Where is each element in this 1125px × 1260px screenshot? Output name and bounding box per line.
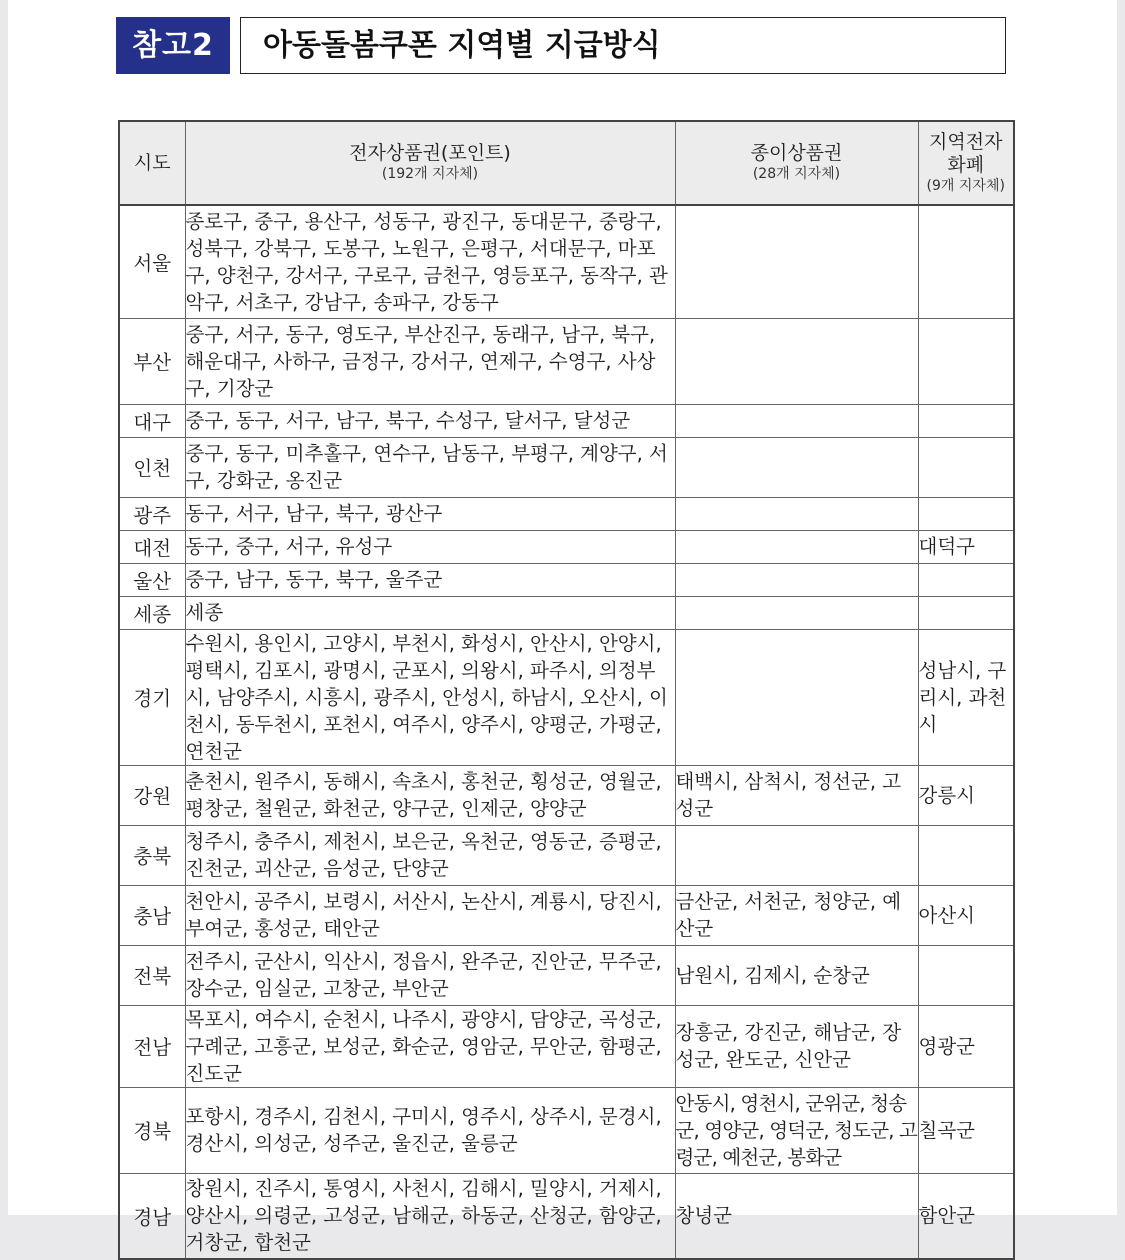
electronic-cell: 중구, 동구, 서구, 남구, 북구, 수성구, 달서구, 달성군: [185, 404, 675, 437]
electronic-cell: 천안시, 공주시, 보령시, 서산시, 논산시, 계룡시, 당진시, 부여군, 홍성군, 태안군: [185, 885, 675, 945]
paper-cell: 안동시, 영천시, 군위군, 청송군, 영양군, 영덕군, 청도군, 고령군, 예천군, 봉화군: [675, 1087, 918, 1173]
region-cell: 서울: [119, 205, 185, 318]
local-currency-cell: [918, 497, 1014, 530]
table-row: [119, 629, 1014, 765]
electronic-cell: 청주시, 충주시, 제천시, 보은군, 옥천군, 영동군, 증평군, 진천군, 괴산군, 음성군, 단양군: [185, 825, 675, 885]
region-cell: 경남: [119, 1173, 185, 1259]
paper-cell: 장흥군, 강진군, 해남군, 장성군, 완도군, 신안군: [675, 1005, 918, 1087]
paper-cell: [675, 629, 918, 765]
region-cell: 인천: [119, 437, 185, 497]
paper-cell: 태백시, 삼척시, 정선군, 고성군: [675, 765, 918, 825]
local-currency-cell: [918, 318, 1014, 404]
table-row: [119, 596, 1014, 629]
paper-cell: [675, 205, 918, 318]
title-bar: [116, 17, 1006, 74]
header-region: 시도: [119, 121, 185, 205]
electronic-cell: 종로구, 중구, 용산구, 성동구, 광진구, 동대문구, 중랑구, 성북구, 강북구, 도봉구, 노원구, 은평구, 서대문구, 마포구, 양천구, 강서구, 구로구, 금천구, 영등포구, 동작구, 관악구, 서초구, 강남구, 송파구, 강동구: [185, 205, 675, 318]
local-currency-cell: [918, 596, 1014, 629]
region-cell: 전북: [119, 945, 185, 1005]
header-paper: 종이상품권 (28개 지자체): [675, 121, 918, 205]
header-local-currency: 지역전자 화폐 (9개 지자체): [918, 121, 1014, 205]
document-title: 아동돌봄쿠폰 지역별 지급방식: [240, 17, 1006, 74]
region-cell: 울산: [119, 563, 185, 596]
local-currency-cell: 영광군: [918, 1005, 1014, 1087]
paper-cell: 남원시, 김제시, 순창군: [675, 945, 918, 1005]
paper-cell: [675, 404, 918, 437]
electronic-cell: 중구, 동구, 미추홀구, 연수구, 남동구, 부평구, 계양구, 서구, 강화군, 옹진군: [185, 437, 675, 497]
table-header-row: [119, 121, 1014, 205]
reference-badge: 참고2: [116, 17, 230, 74]
local-currency-cell: [918, 563, 1014, 596]
region-cell: 부산: [119, 318, 185, 404]
table-row: [119, 765, 1014, 825]
electronic-cell: 전주시, 군산시, 익산시, 정읍시, 완주군, 진안군, 무주군, 장수군, 임실군, 고창군, 부안군: [185, 945, 675, 1005]
table-row: [119, 1005, 1014, 1087]
local-currency-cell: 칠곡군: [918, 1087, 1014, 1173]
region-cell: 대구: [119, 404, 185, 437]
region-cell: 충북: [119, 825, 185, 885]
table-row: [119, 404, 1014, 437]
local-currency-cell: [918, 404, 1014, 437]
table-row: [119, 885, 1014, 945]
region-cell: 경북: [119, 1087, 185, 1173]
electronic-cell: 포항시, 경주시, 김천시, 구미시, 영주시, 상주시, 문경시, 경산시, 의성군, 성주군, 울진군, 울릉군: [185, 1087, 675, 1173]
table-row: [119, 318, 1014, 404]
region-cell: 전남: [119, 1005, 185, 1087]
paper-cell: [675, 825, 918, 885]
document-page: [8, 0, 1117, 1255]
local-currency-cell: 함안군: [918, 1173, 1014, 1259]
local-currency-cell: [918, 825, 1014, 885]
table-row: [119, 1087, 1014, 1173]
paper-cell: [675, 318, 918, 404]
region-cell: 대전: [119, 530, 185, 563]
electronic-cell: 수원시, 용인시, 고양시, 부천시, 화성시, 안산시, 안양시, 평택시, 김포시, 광명시, 군포시, 의왕시, 파주시, 의정부시, 남양주시, 시흥시, 광주시, 안성시, 하남시, 오산시, 이천시, 동두천시, 포천시, 여주시, 양주시, 양평군, 가평군, 연천군: [185, 629, 675, 765]
local-currency-cell: 강릉시: [918, 765, 1014, 825]
electronic-cell: 중구, 남구, 동구, 북구, 울주군: [185, 563, 675, 596]
electronic-cell: 동구, 서구, 남구, 북구, 광산구: [185, 497, 675, 530]
region-cell: 광주: [119, 497, 185, 530]
local-currency-cell: 성남시, 구리시, 과천시: [918, 629, 1014, 765]
paper-cell: [675, 497, 918, 530]
table-row: [119, 825, 1014, 885]
paper-cell: 금산군, 서천군, 청양군, 예산군: [675, 885, 918, 945]
table-row: [119, 945, 1014, 1005]
paper-cell: [675, 437, 918, 497]
paper-cell: [675, 530, 918, 563]
table-row: [119, 530, 1014, 563]
region-cell: 경기: [119, 629, 185, 765]
electronic-cell: 춘천시, 원주시, 동해시, 속초시, 홍천군, 횡성군, 영월군, 평창군, 철원군, 화천군, 양구군, 인제군, 양양군: [185, 765, 675, 825]
header-electronic: 전자상품권(포인트) (192개 지자체): [185, 121, 675, 205]
local-currency-cell: [918, 945, 1014, 1005]
electronic-cell: 목포시, 여수시, 순천시, 나주시, 광양시, 담양군, 곡성군, 구례군, 고흥군, 보성군, 화순군, 영암군, 무안군, 함평군, 진도군: [185, 1005, 675, 1087]
table-row: [119, 205, 1014, 318]
electronic-cell: 세종: [185, 596, 675, 629]
paper-cell: 창녕군: [675, 1173, 918, 1259]
local-currency-cell: 대덕구: [918, 530, 1014, 563]
table-row: [119, 437, 1014, 497]
electronic-cell: 창원시, 진주시, 통영시, 사천시, 김해시, 밀양시, 거제시, 양산시, 의령군, 고성군, 남해군, 하동군, 산청군, 함양군, 거창군, 합천군: [185, 1173, 675, 1259]
region-cell: 충남: [119, 885, 185, 945]
local-currency-cell: [918, 437, 1014, 497]
region-payment-table: [118, 120, 1015, 1260]
table-row: [119, 563, 1014, 596]
local-currency-cell: 아산시: [918, 885, 1014, 945]
table-row: [119, 1173, 1014, 1259]
region-cell: 세종: [119, 596, 185, 629]
table-row: [119, 497, 1014, 530]
electronic-cell: 중구, 서구, 동구, 영도구, 부산진구, 동래구, 남구, 북구, 해운대구, 사하구, 금정구, 강서구, 연제구, 수영구, 사상구, 기장군: [185, 318, 675, 404]
electronic-cell: 동구, 중구, 서구, 유성구: [185, 530, 675, 563]
paper-cell: [675, 563, 918, 596]
local-currency-cell: [918, 205, 1014, 318]
region-cell: 강원: [119, 765, 185, 825]
paper-cell: [675, 596, 918, 629]
